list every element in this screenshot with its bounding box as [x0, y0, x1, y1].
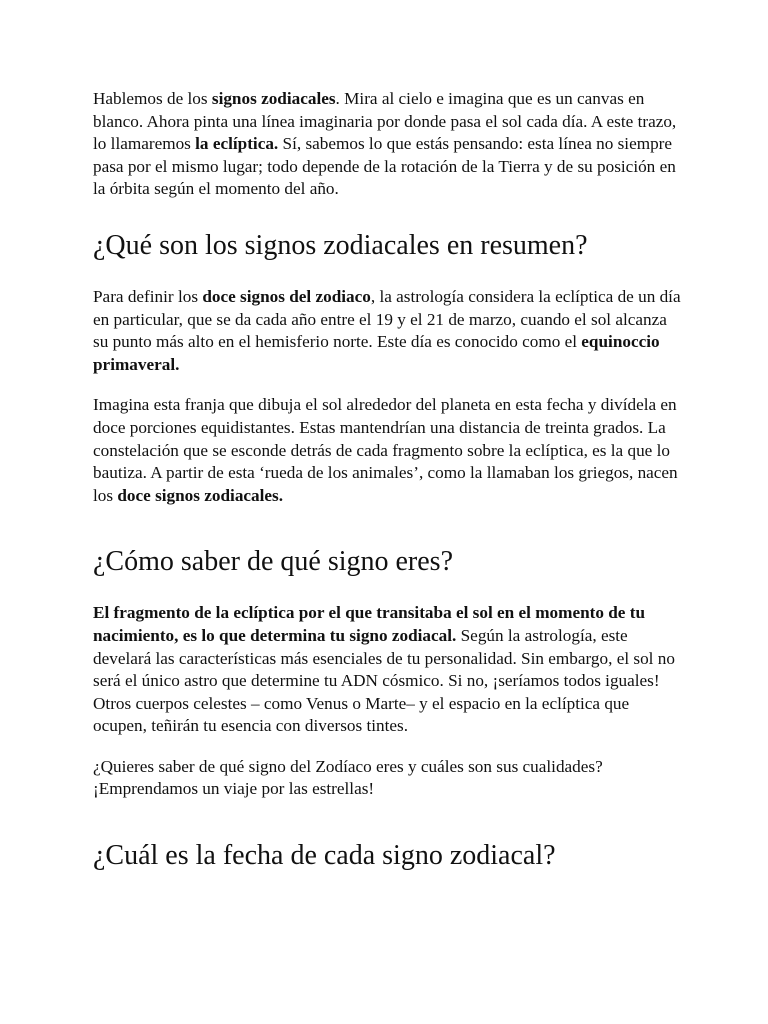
text-run: Sí, sabemos lo que estás pensando: esta línea no siempre pasa por el mismo lugar; todo depende de la rotación de la Tierra y de su posición en la órbita según el momento del año. [93, 134, 676, 199]
text-run: Hablemos de los [93, 89, 212, 108]
text-run: . Mira al cielo e imagina que es un canvas en blanco. Ahora pinta una línea imaginaria por donde pasa el sol cada día. A este trazo, lo llamaremos [93, 89, 677, 154]
document-page [93, 88, 683, 896]
bold-text: El fragmento de la eclíptica por el que transitaba el sol en el momento de tu nacimiento, es lo que determina tu signo zodiacal. [93, 603, 646, 645]
text-run: , la astrología considera la eclíptica de un día en particular, que se da cada año entre el 19 y el 21 de marzo, cuando el sol alcanza su punto más alto en el hemisferio norte. Este día es conocido como el [93, 286, 681, 352]
paragraph [93, 286, 683, 376]
text-run: Para definir los [93, 286, 203, 306]
paragraph [93, 394, 683, 507]
bold-text: doce signos zodiacales. [117, 485, 284, 505]
text-run: Imagina esta franja que dibuja el sol alrededor del planeta en esta fecha y divídela en doce porciones equidistantes. Estas mantendrían una distancia de treinta grados. La constelación que se esconde detrás de cada fragmento sobre la eclíptica, es la que lo bautiza. A partir de esta ‘rueda de los animales’, como la llamaban los griegos, nacen los [93, 395, 678, 505]
text-run: Según la astrología, este develará las características más esenciales de tu personalidad. Sin embargo, el sol no será el único astro que determine tu ADN cósmico. Si no, ¡seríamos todos iguales! Otros cuerpos celestes – como Venus o Marte– y el espacio en la eclíptica que ocupen, teñirán tu esencia con diversos tintes. [93, 625, 675, 736]
text-run: ¿Quieres saber de qué signo del Zodíaco eres y cuáles son sus cualidades? ¡Emprendamos un viaje por las estrellas! [93, 756, 603, 799]
section-heading: ¿Cuál es la fecha de cada signo zodiacal? [93, 840, 556, 872]
bold-text: equinoccio primaveral. [93, 332, 660, 374]
section-heading: ¿Qué son los signos zodiacales en resumen? [93, 229, 588, 261]
intro-paragraph [93, 88, 683, 201]
paragraph [93, 602, 683, 738]
bold-text: doce signos del zodiaco [202, 286, 371, 306]
section-heading: ¿Cómo saber de qué signo eres? [93, 546, 453, 578]
bold-text: la eclíptica. [195, 134, 279, 154]
paragraph [93, 756, 683, 801]
bold-text: signos zodiacales [211, 89, 336, 108]
